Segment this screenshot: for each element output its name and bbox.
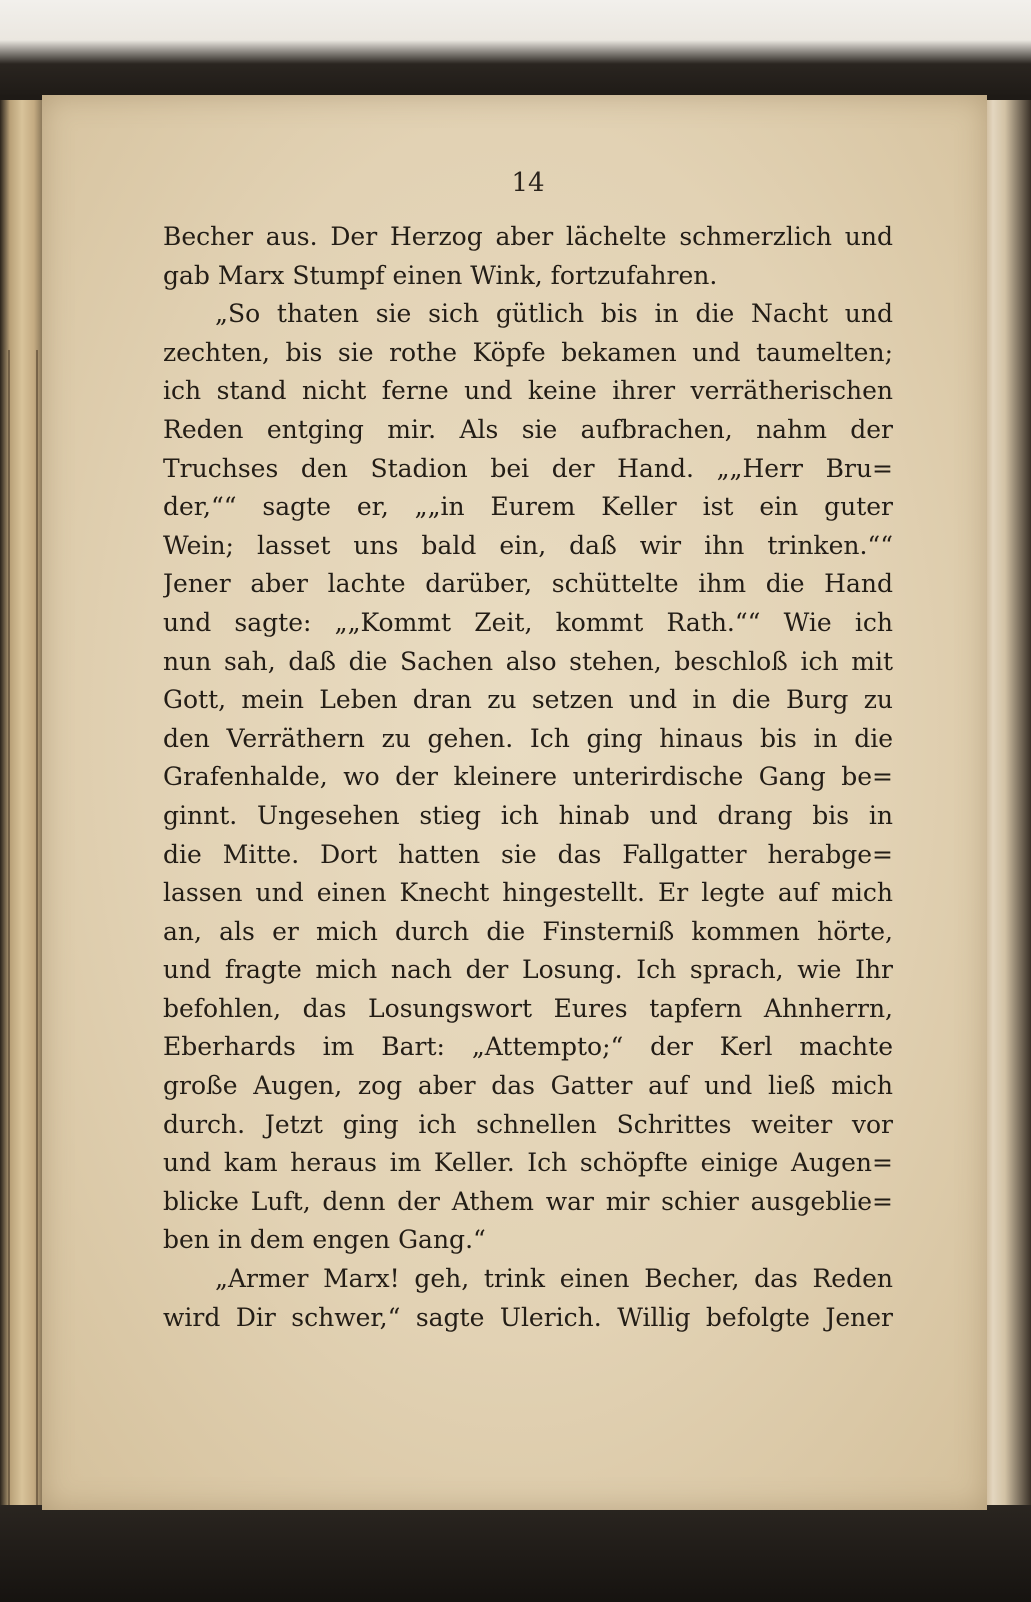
text-line: an, als er mich durch die Finsterniß kommen hörte, xyxy=(163,916,893,946)
text-line: „So thaten sie sich gütlich bis in die Nacht und xyxy=(215,299,893,329)
text-line: ich stand nicht ferne und keine ihrer verrätherischen xyxy=(163,376,893,406)
text-line: der,““ sagte er, „„in Eurem Keller ist ein guter xyxy=(163,492,893,522)
text-line: wird Dir schwer,“ sagte Ulerich. Willig befolgte Jener xyxy=(163,1302,893,1332)
text-line: blicke Luft, denn der Athem war mir schier ausgeblie= xyxy=(163,1186,893,1216)
spine-ornament xyxy=(8,350,38,1550)
text-line: gab Marx Stumpf einen Wink, fortzufahren. xyxy=(163,260,718,290)
page-edge-right xyxy=(985,100,1031,1520)
text-line: Eberhards im Bart: „Attempto;“ der Kerl machte xyxy=(163,1032,893,1062)
body-text xyxy=(163,218,893,1337)
scan-top-border xyxy=(0,0,1031,95)
text-line: ben in dem engen Gang.“ xyxy=(163,1225,486,1255)
text-line: befohlen, das Losungswort Eures tapfern Ahnherrn, xyxy=(163,993,893,1023)
text-line: Truchses den Stadion bei der Hand. „„Herr Bru= xyxy=(163,453,893,483)
scan-bottom-border xyxy=(0,1505,1031,1602)
text-line: Gott, mein Leben dran zu setzen und in die Burg zu xyxy=(163,685,893,715)
text-line: „Armer Marx! geh, trink einen Becher, das Reden xyxy=(215,1264,893,1294)
text-line: Becher aus. Der Herzog aber lächelte schmerzlich und xyxy=(163,222,893,251)
text-line: und sagte: „„Kommt Zeit, kommt Rath.““ Wie ich xyxy=(163,607,893,637)
text-line: Jener aber lachte darüber, schüttelte ihm die Hand xyxy=(163,569,893,599)
text-line: den Verräthern zu gehen. Ich ging hinaus bis in die xyxy=(163,723,893,753)
text-line: Reden entging mir. Als sie aufbrachen, nahm der xyxy=(163,414,893,444)
book-spine xyxy=(0,100,42,1520)
text-line: durch. Jetzt ging ich schnellen Schrittes weiter vor xyxy=(163,1109,893,1139)
text-line: die Mitte. Dort hatten sie das Fallgatter herabge= xyxy=(163,839,893,869)
page-number: 14 xyxy=(511,168,545,198)
text-line: zechten, bis sie rothe Köpfe bekamen und taumelten; xyxy=(163,337,893,367)
text-line: ginnt. Ungesehen stieg ich hinab und drang bis in xyxy=(163,800,893,830)
text-line: Grafenhalde, wo der kleinere unterirdische Gang be= xyxy=(163,762,893,792)
text-line: und kam heraus im Keller. Ich schöpfte einige Augen= xyxy=(163,1148,893,1178)
text-line: nun sah, daß die Sachen also stehen, beschloß ich mit xyxy=(163,646,893,676)
text-line: große Augen, zog aber das Gatter auf und ließ mich xyxy=(163,1071,893,1101)
text-line: lassen und einen Knecht hingestellt. Er legte auf mich xyxy=(163,878,893,908)
text-line: Wein; lasset uns bald ein, daß wir ihn trinken.““ xyxy=(163,530,893,560)
text-line: und fragte mich nach der Losung. Ich sprach, wie Ihr xyxy=(163,955,893,985)
